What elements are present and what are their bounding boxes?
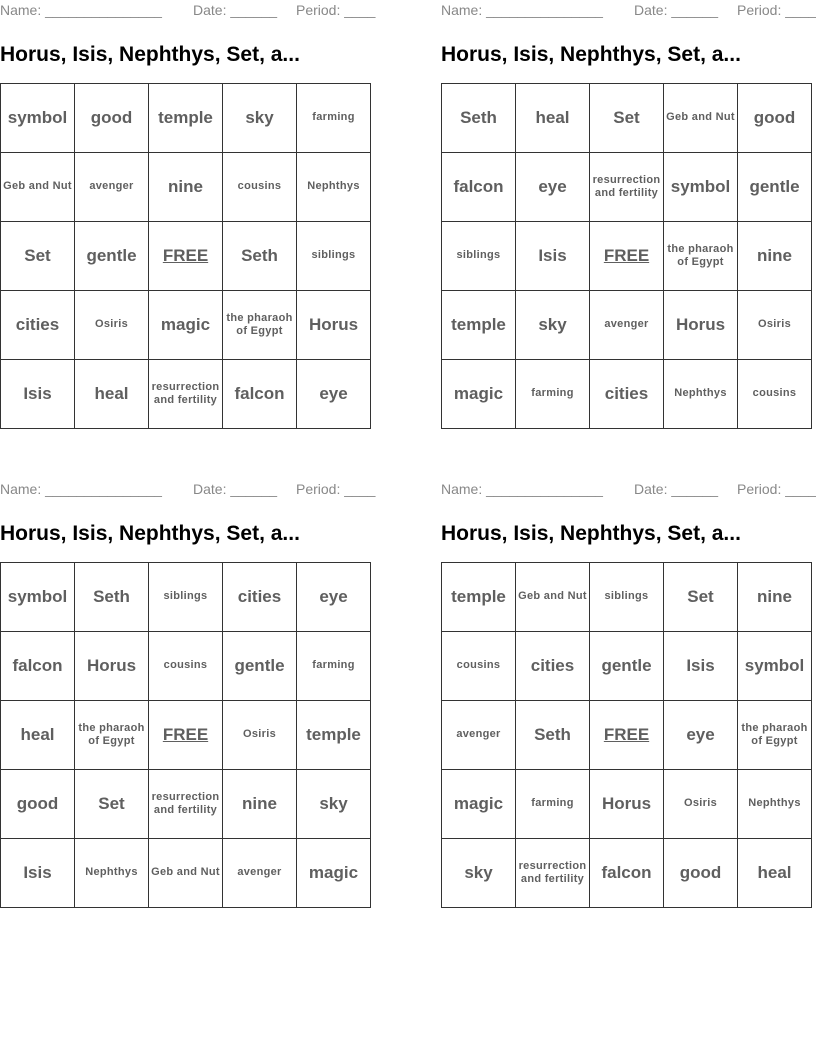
bingo-cell: avenger	[75, 153, 149, 222]
bingo-cell: Set	[75, 770, 149, 839]
bingo-cell: symbol	[1, 563, 75, 632]
bingo-cell: the pharaoh of Egypt	[75, 701, 149, 770]
bingo-cell: resurrection and fertility	[516, 839, 590, 908]
free-space: FREE	[149, 222, 223, 291]
bingo-cell: siblings	[590, 563, 664, 632]
bingo-cell: cities	[223, 563, 297, 632]
bingo-cell: Nephthys	[664, 360, 738, 429]
period-field: Period: ____	[296, 481, 376, 497]
bingo-cell: resurrection and fertility	[590, 153, 664, 222]
card-header	[0, 481, 375, 499]
bingo-cell: Horus	[75, 632, 149, 701]
date-field: Date: ______	[634, 481, 719, 497]
free-space: FREE	[590, 222, 664, 291]
grid-row	[1, 701, 371, 770]
bingo-cell: sky	[223, 84, 297, 153]
grid-row	[1, 291, 371, 360]
bingo-cell: sky	[297, 770, 371, 839]
bingo-cell: falcon	[442, 153, 516, 222]
bingo-cell: Nephthys	[738, 770, 812, 839]
bingo-cell: temple	[442, 291, 516, 360]
bingo-cell: Geb and Nut	[516, 563, 590, 632]
bingo-cell: the pharaoh of Egypt	[223, 291, 297, 360]
period-field: Period: ____	[737, 2, 816, 18]
bingo-cell: good	[1, 770, 75, 839]
bingo-cell: heal	[516, 84, 590, 153]
card-header	[0, 2, 375, 20]
bingo-cell: Geb and Nut	[664, 84, 738, 153]
bingo-cell: avenger	[442, 701, 516, 770]
bingo-cell: Geb and Nut	[1, 153, 75, 222]
name-field: Name: _______________	[441, 2, 603, 18]
bingo-cell: cousins	[223, 153, 297, 222]
bingo-cell: Geb and Nut	[149, 839, 223, 908]
bingo-cell: cities	[1, 291, 75, 360]
bingo-cell: nine	[223, 770, 297, 839]
bingo-cell: gentle	[75, 222, 149, 291]
bingo-cell: symbol	[738, 632, 812, 701]
bingo-cell: resurrection and fertility	[149, 770, 223, 839]
bingo-grid	[441, 83, 812, 429]
grid-row	[1, 563, 371, 632]
bingo-cell: siblings	[442, 222, 516, 291]
grid-row	[442, 701, 812, 770]
bingo-cell: falcon	[1, 632, 75, 701]
period-field: Period: ____	[737, 481, 816, 497]
bingo-cell: Isis	[516, 222, 590, 291]
card-header	[441, 481, 816, 499]
card-title: Horus, Isis, Nephthys, Set, a...	[441, 522, 741, 545]
bingo-cell: heal	[75, 360, 149, 429]
bingo-cell: farming	[297, 632, 371, 701]
grid-row	[442, 153, 812, 222]
bingo-cell: Osiris	[738, 291, 812, 360]
bingo-cell: Isis	[1, 839, 75, 908]
bingo-cell: gentle	[223, 632, 297, 701]
bingo-cell: symbol	[1, 84, 75, 153]
bingo-cell: good	[75, 84, 149, 153]
grid-row	[1, 632, 371, 701]
bingo-cell: Seth	[75, 563, 149, 632]
bingo-cell: falcon	[223, 360, 297, 429]
bingo-cell: gentle	[590, 632, 664, 701]
bingo-cell: gentle	[738, 153, 812, 222]
bingo-cell: siblings	[297, 222, 371, 291]
bingo-cell: temple	[442, 563, 516, 632]
grid-row	[442, 84, 812, 153]
bingo-cell: good	[738, 84, 812, 153]
bingo-cell: heal	[1, 701, 75, 770]
bingo-cell: eye	[297, 563, 371, 632]
grid-row	[1, 770, 371, 839]
bingo-cell: sky	[516, 291, 590, 360]
name-field: Name: _______________	[0, 481, 162, 497]
bingo-cell: farming	[516, 360, 590, 429]
bingo-cell: cities	[590, 360, 664, 429]
bingo-cell: heal	[738, 839, 812, 908]
bingo-cell: Set	[664, 563, 738, 632]
grid-row	[442, 770, 812, 839]
bingo-cell: cousins	[442, 632, 516, 701]
bingo-cell: cities	[516, 632, 590, 701]
grid-row	[1, 153, 371, 222]
bingo-cell: nine	[738, 222, 812, 291]
card-title: Horus, Isis, Nephthys, Set, a...	[441, 43, 741, 66]
grid-row	[442, 222, 812, 291]
bingo-cell: cousins	[149, 632, 223, 701]
bingo-cell: Horus	[664, 291, 738, 360]
bingo-cell: magic	[442, 770, 516, 839]
bingo-cell: the pharaoh of Egypt	[664, 222, 738, 291]
bingo-cell: nine	[738, 563, 812, 632]
bingo-cell: Seth	[442, 84, 516, 153]
bingo-cell: good	[664, 839, 738, 908]
grid-row	[442, 632, 812, 701]
bingo-cell: siblings	[149, 563, 223, 632]
bingo-cell: eye	[664, 701, 738, 770]
bingo-cell: the pharaoh of Egypt	[738, 701, 812, 770]
grid-row	[1, 839, 371, 908]
bingo-cell: farming	[297, 84, 371, 153]
free-space: FREE	[590, 701, 664, 770]
bingo-cell: sky	[442, 839, 516, 908]
bingo-cell: Horus	[297, 291, 371, 360]
card-header	[441, 2, 816, 20]
bingo-cell: Nephthys	[75, 839, 149, 908]
bingo-cell: eye	[516, 153, 590, 222]
bingo-cell: Isis	[1, 360, 75, 429]
date-field: Date: ______	[193, 2, 278, 18]
bingo-cell: eye	[297, 360, 371, 429]
grid-row	[442, 291, 812, 360]
bingo-cell: magic	[297, 839, 371, 908]
bingo-cell: nine	[149, 153, 223, 222]
bingo-cell: resurrection and fertility	[149, 360, 223, 429]
grid-row	[442, 839, 812, 908]
bingo-grid	[441, 562, 812, 908]
bingo-cell: Set	[1, 222, 75, 291]
grid-row	[1, 222, 371, 291]
bingo-cell: symbol	[664, 153, 738, 222]
grid-row	[442, 563, 812, 632]
bingo-cell: Set	[590, 84, 664, 153]
bingo-cell: Osiris	[664, 770, 738, 839]
bingo-cell: farming	[516, 770, 590, 839]
bingo-cell: avenger	[223, 839, 297, 908]
bingo-cell: Osiris	[75, 291, 149, 360]
period-field: Period: ____	[296, 2, 376, 18]
bingo-cell: magic	[149, 291, 223, 360]
bingo-cell: avenger	[590, 291, 664, 360]
date-field: Date: ______	[634, 2, 719, 18]
bingo-grid	[0, 562, 371, 908]
grid-row	[442, 360, 812, 429]
name-field: Name: _______________	[441, 481, 603, 497]
grid-row	[1, 84, 371, 153]
name-field: Name: _______________	[0, 2, 162, 18]
bingo-cell: Seth	[516, 701, 590, 770]
card-title: Horus, Isis, Nephthys, Set, a...	[0, 43, 300, 66]
date-field: Date: ______	[193, 481, 278, 497]
bingo-cell: Nephthys	[297, 153, 371, 222]
card-title: Horus, Isis, Nephthys, Set, a...	[0, 522, 300, 545]
grid-row	[1, 360, 371, 429]
free-space: FREE	[149, 701, 223, 770]
bingo-grid	[0, 83, 371, 429]
bingo-cell: Osiris	[223, 701, 297, 770]
bingo-cell: magic	[442, 360, 516, 429]
bingo-cell: Seth	[223, 222, 297, 291]
bingo-cell: temple	[149, 84, 223, 153]
bingo-cell: Isis	[664, 632, 738, 701]
bingo-cell: falcon	[590, 839, 664, 908]
bingo-cell: temple	[297, 701, 371, 770]
bingo-cell: cousins	[738, 360, 812, 429]
bingo-cell: Horus	[590, 770, 664, 839]
